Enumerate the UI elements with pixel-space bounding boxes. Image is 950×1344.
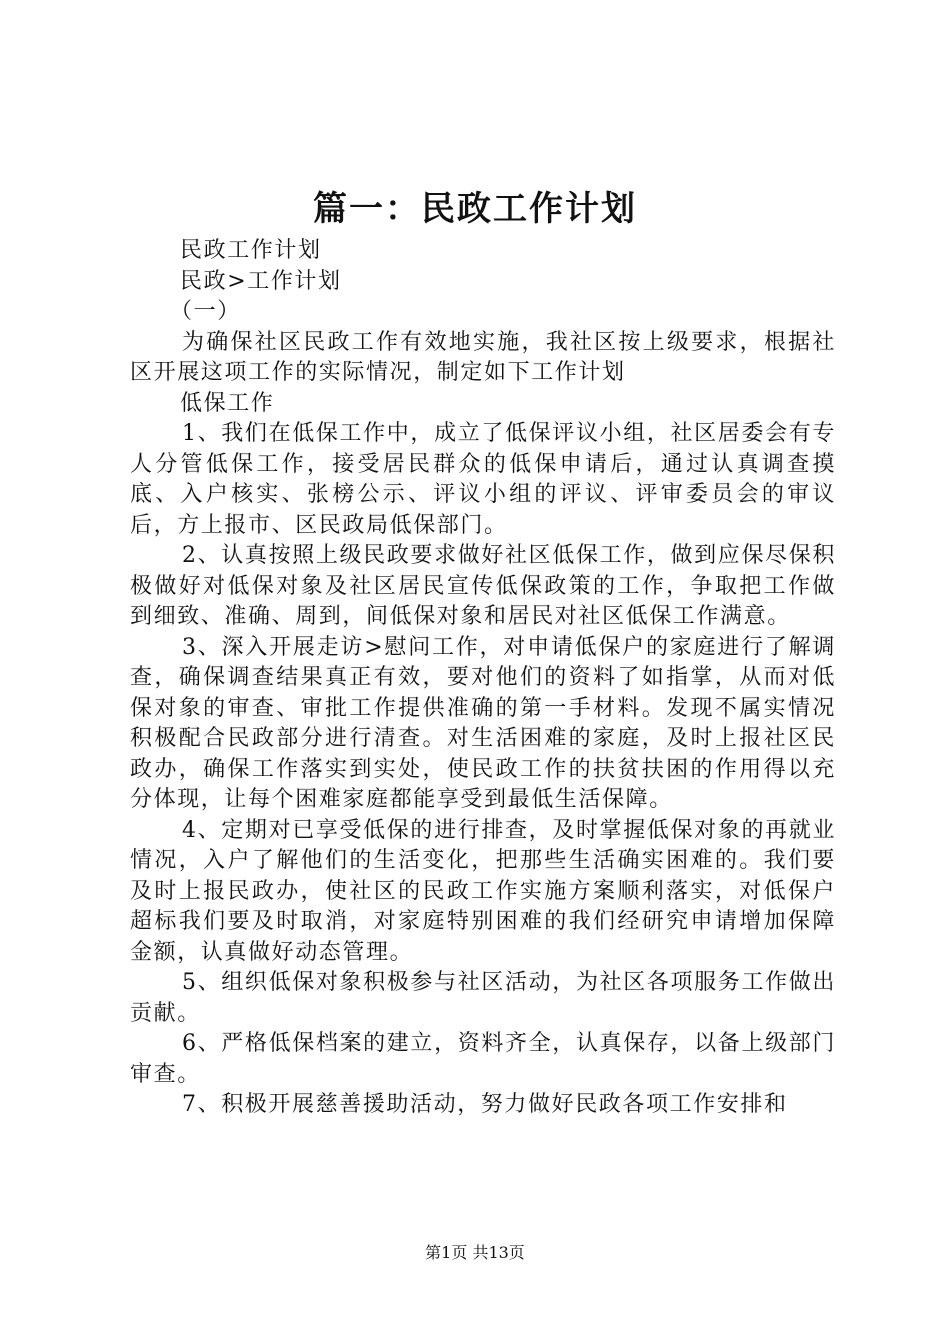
- paragraph: 5、组织低保对象积极参与社区活动，为社区各项服务工作做出贡献。: [130, 970, 836, 1026]
- page-number-footer: 第1页 共13页: [425, 1243, 525, 1262]
- paragraph: 民政工作计划: [180, 238, 322, 263]
- paragraph: 为确保社区民政工作有效地实施，我社区按上级要求，根据社区开展这项工作的实际情况，制定如下工作计划: [130, 329, 836, 385]
- paragraph: 民政>工作计划: [180, 268, 342, 294]
- paragraph: 1、我们在低保工作中，成立了低保评议小组，社区居委会有专人分管低保工作，接受居民群众的低保申请后，通过认真调查摸底、入户核实、张榜公示、评议小组的评议、评审委员会的审议后，方上报市、区民政局低保部门。: [130, 421, 836, 538]
- paragraph: 低保工作: [180, 390, 275, 416]
- paragraph: 6、严格低保档案的建立，资料齐全，认真保存，以备上级部门审查。: [130, 1031, 836, 1087]
- paragraph: 7、积极开展慈善援助活动，努力做好民政各项工作安排和: [182, 1092, 788, 1117]
- paragraph: 4、定期对已享受低保的进行排查，及时掌握低保对象的再就业情况，入户了解他们的生活变化，把那些生活确实困难的。我们要及时上报民政办，使社区的民政工作实施方案顺利落实，对低保户超标我们要及时取消，对家庭特别困难的我们经研究申请增加保障金额，认真做好动态管理。: [130, 817, 836, 965]
- paragraph: 3、深入开展走访>慰问工作，对申请低保户的家庭进行了解调查，确保调查结果真正有效，要对他们的资料了如指掌，从而对低保对象的审查、审批工作提供准确的第一手材料。发现不属实情况积极配合民政部分进行清查。对生活困难的家庭，及时上报社区民政办，确保工作落实到实处，使民政工作的扶贫扶困的作用得以充分体现，让每个困难家庭都能享受到最低生活保障。: [130, 634, 836, 812]
- document-title: 篇一：民政工作计划: [313, 189, 637, 229]
- document-body: [130, 236, 836, 1121]
- paragraph: （一）: [170, 299, 241, 324]
- paragraph: 2、认真按照上级民政要求做好社区低保工作，做到应保尽保积极做好对低保对象及社区居民宣传低保政策的工作，争取把工作做到细致、准确、周到，间低保对象和居民对社区低保工作满意。: [130, 543, 836, 629]
